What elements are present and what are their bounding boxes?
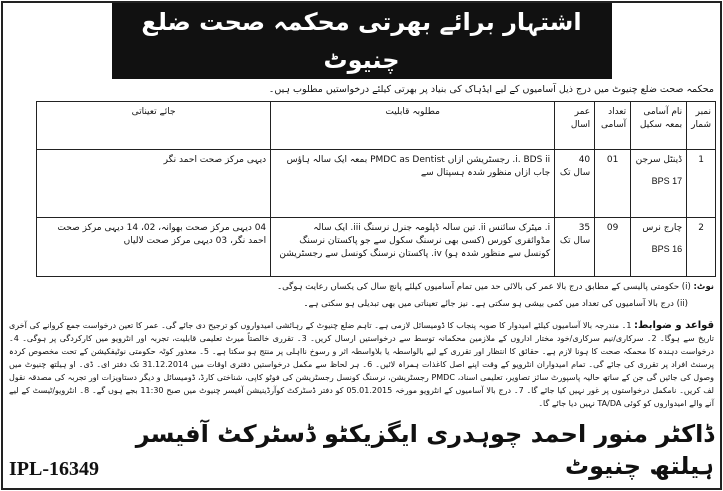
- col-post: نام آسامی بمعہ سکیل: [631, 102, 687, 150]
- table-header-row: [37, 102, 716, 150]
- age: 35 سال تک: [555, 218, 595, 277]
- vacancy-table: [36, 101, 716, 277]
- col-qualification: مطلوبہ قابلیت: [271, 102, 555, 150]
- serial: 2: [687, 218, 716, 277]
- rules-text: 1۔ مندرجہ بالا آسامیوں کیلئے امیدوار کا صوبہ پنجاب کا ڈومیسائل لازمی ہے۔ تاہم ضلع چنیوٹ کے رہائشی امیدواروں کو ترجیح دی جائے گی۔ عمر کا تعین درخواست جمع کروانے کی آخری تاریخ سے ہوگا۔ 2۔ سرکاری/نیم سرکاری/خود مختار اداروں کے ملازمین محکمانہ توسط سے درخواستیں ارسال کریں۔ 3۔ تقرری خالصتاً میرٹ تعلیمی قابلیت، تجربہ اور انٹرویو میں کارکردگی پر ہوگی۔ 4۔ درخواست دہندہ کا محمکہ صحت کا ہونا لازم ہے۔ حقائق کا انتظار اور تقرری کے لیے بالواسطہ یا بلاواسطہ اثر و رسوخ نااہلی پر منتج ہو سکتا ہے۔ 5۔ معذور کوٹہ حکومتی نوٹیفکیشن کے تحت مخصوص کردہ پرسنٹ افراد پر تقرری کی جائے گی۔ تمام امیدواران انٹرویو کے وقت اپنے اصل کاغذات ہمراہ لائیں۔ 6۔ ہر لحاظ سے مکمل درخواستیں دفتری اوقات میں 31.12.2014 تک دفتر ای۔ ڈی۔ او ہیلتھ چنیوٹ میں وصول کی جائیں گی جن کے ساتھ حالیہ پاسپورٹ سائز تصاویر، تعلیمی اسناد، PMDC رجسٹریشن، نرسنگ کونسل رجسٹریشن کی فوٹو کاپی، شناختی کارڈ، ڈومیسائل و دیگر دستاویزات اور تجربہ کی مصدقہ نقول لف کریں۔ نامکمل درخواستوں پر غور نہیں کیا جائے گا۔ 7۔ درج بالا آسامیوں کے انٹرویو مورخہ 05.01.2015 کو دفتر ڈسٹرکٹ کوآرڈینیشن آفیسر چنیوٹ میں صبح 11:30 بجے ہوں گے۔ 8۔ انٹرویو/ٹیسٹ کے لیے آنے والے امیدواروں کو کوئی TA/DA نہیں دیا جائے گا۔: [9, 321, 714, 408]
- advertisement-frame: [1, 1, 722, 490]
- col-place: جائے تعیناتی: [37, 102, 271, 150]
- col-count: تعداد آسامی: [595, 102, 631, 150]
- count: 09: [595, 218, 631, 277]
- qualification: i. میٹرک سائنس ii. تین سالہ ڈپلومہ جنرل نرسنگ iii. ایک سالہ مڈوائفری کورس (کسی بھی نرسنگ سکول سے جو پاکستان نرسنگ کونسل سے منظور شدہ ہو) iv. پاکستان نرسنگ کونسل سے رجسٹریشن: [271, 218, 555, 277]
- post: ڈینٹل سرجن: [635, 155, 683, 165]
- col-age: عمر اسال: [555, 102, 595, 150]
- age: 40 سال تک: [555, 150, 595, 218]
- col-serial: نمبر شمار: [687, 102, 716, 150]
- signature: ڈاکٹر منور احمد چوہدری ایگزیکٹو ڈسٹرکٹ آفیسر ہیلتھ چنیوٹ: [135, 420, 714, 480]
- note-label: نوٹ:: [693, 282, 714, 292]
- serial: 1: [687, 150, 716, 218]
- footer-row: [9, 418, 714, 482]
- rules-label: قواعد و ضوابط:: [634, 320, 714, 331]
- rules-section: [9, 319, 714, 410]
- post: چارج نرس: [642, 223, 683, 233]
- table-row: [37, 218, 716, 277]
- intro-text: محکمہ صحت ضلع چنیوٹ میں درج ذیل آسامیوں کے لیے ایڈہاک کی بنیاد پر بھرتی کیلئے درخواستیں مطلوب ہیں۔: [268, 84, 714, 95]
- qualification: i. BDS ii. رجسٹریشن ازاں PMDC as Dentist بمعہ ایک سالہ ہاؤس جاب ازاں منظور شدہ ہسپتال سے: [271, 150, 555, 218]
- table-row: [37, 150, 716, 218]
- ipl-number: IPL-16349: [9, 458, 99, 480]
- note-2: (ii) درج بالا آسامیوں کی تعداد میں کمی بیشی ہو سکتی ہے۔ نیز جائے تعیناتی میں بھی تبدیلی ہو سکتی ہے۔: [303, 299, 688, 309]
- note-1: [9, 281, 714, 294]
- count: 01: [595, 150, 631, 218]
- note-text: (i) حکومتی پالیسی کے مطابق درج بالا عمر کی بالائی حد میں تمام آسامیوں کیلئے پانچ سال کی یکساں رعایت ہوگی۔: [277, 282, 691, 292]
- place: دیہی مرکز صحت احمد نگر: [37, 150, 271, 218]
- place: 04 دیہی مرکز صحت بھوانہ، 02، 14 دیہی مرکز صحت احمد نگر، 03 دیہی مرکز صحت لالیاں: [37, 218, 271, 277]
- ad-title: اشتہار برائے بھرتی محکمہ صحت ضلع چنیوٹ: [112, 3, 612, 79]
- scale: BPS 16: [651, 244, 683, 254]
- scale: BPS 17: [651, 176, 683, 186]
